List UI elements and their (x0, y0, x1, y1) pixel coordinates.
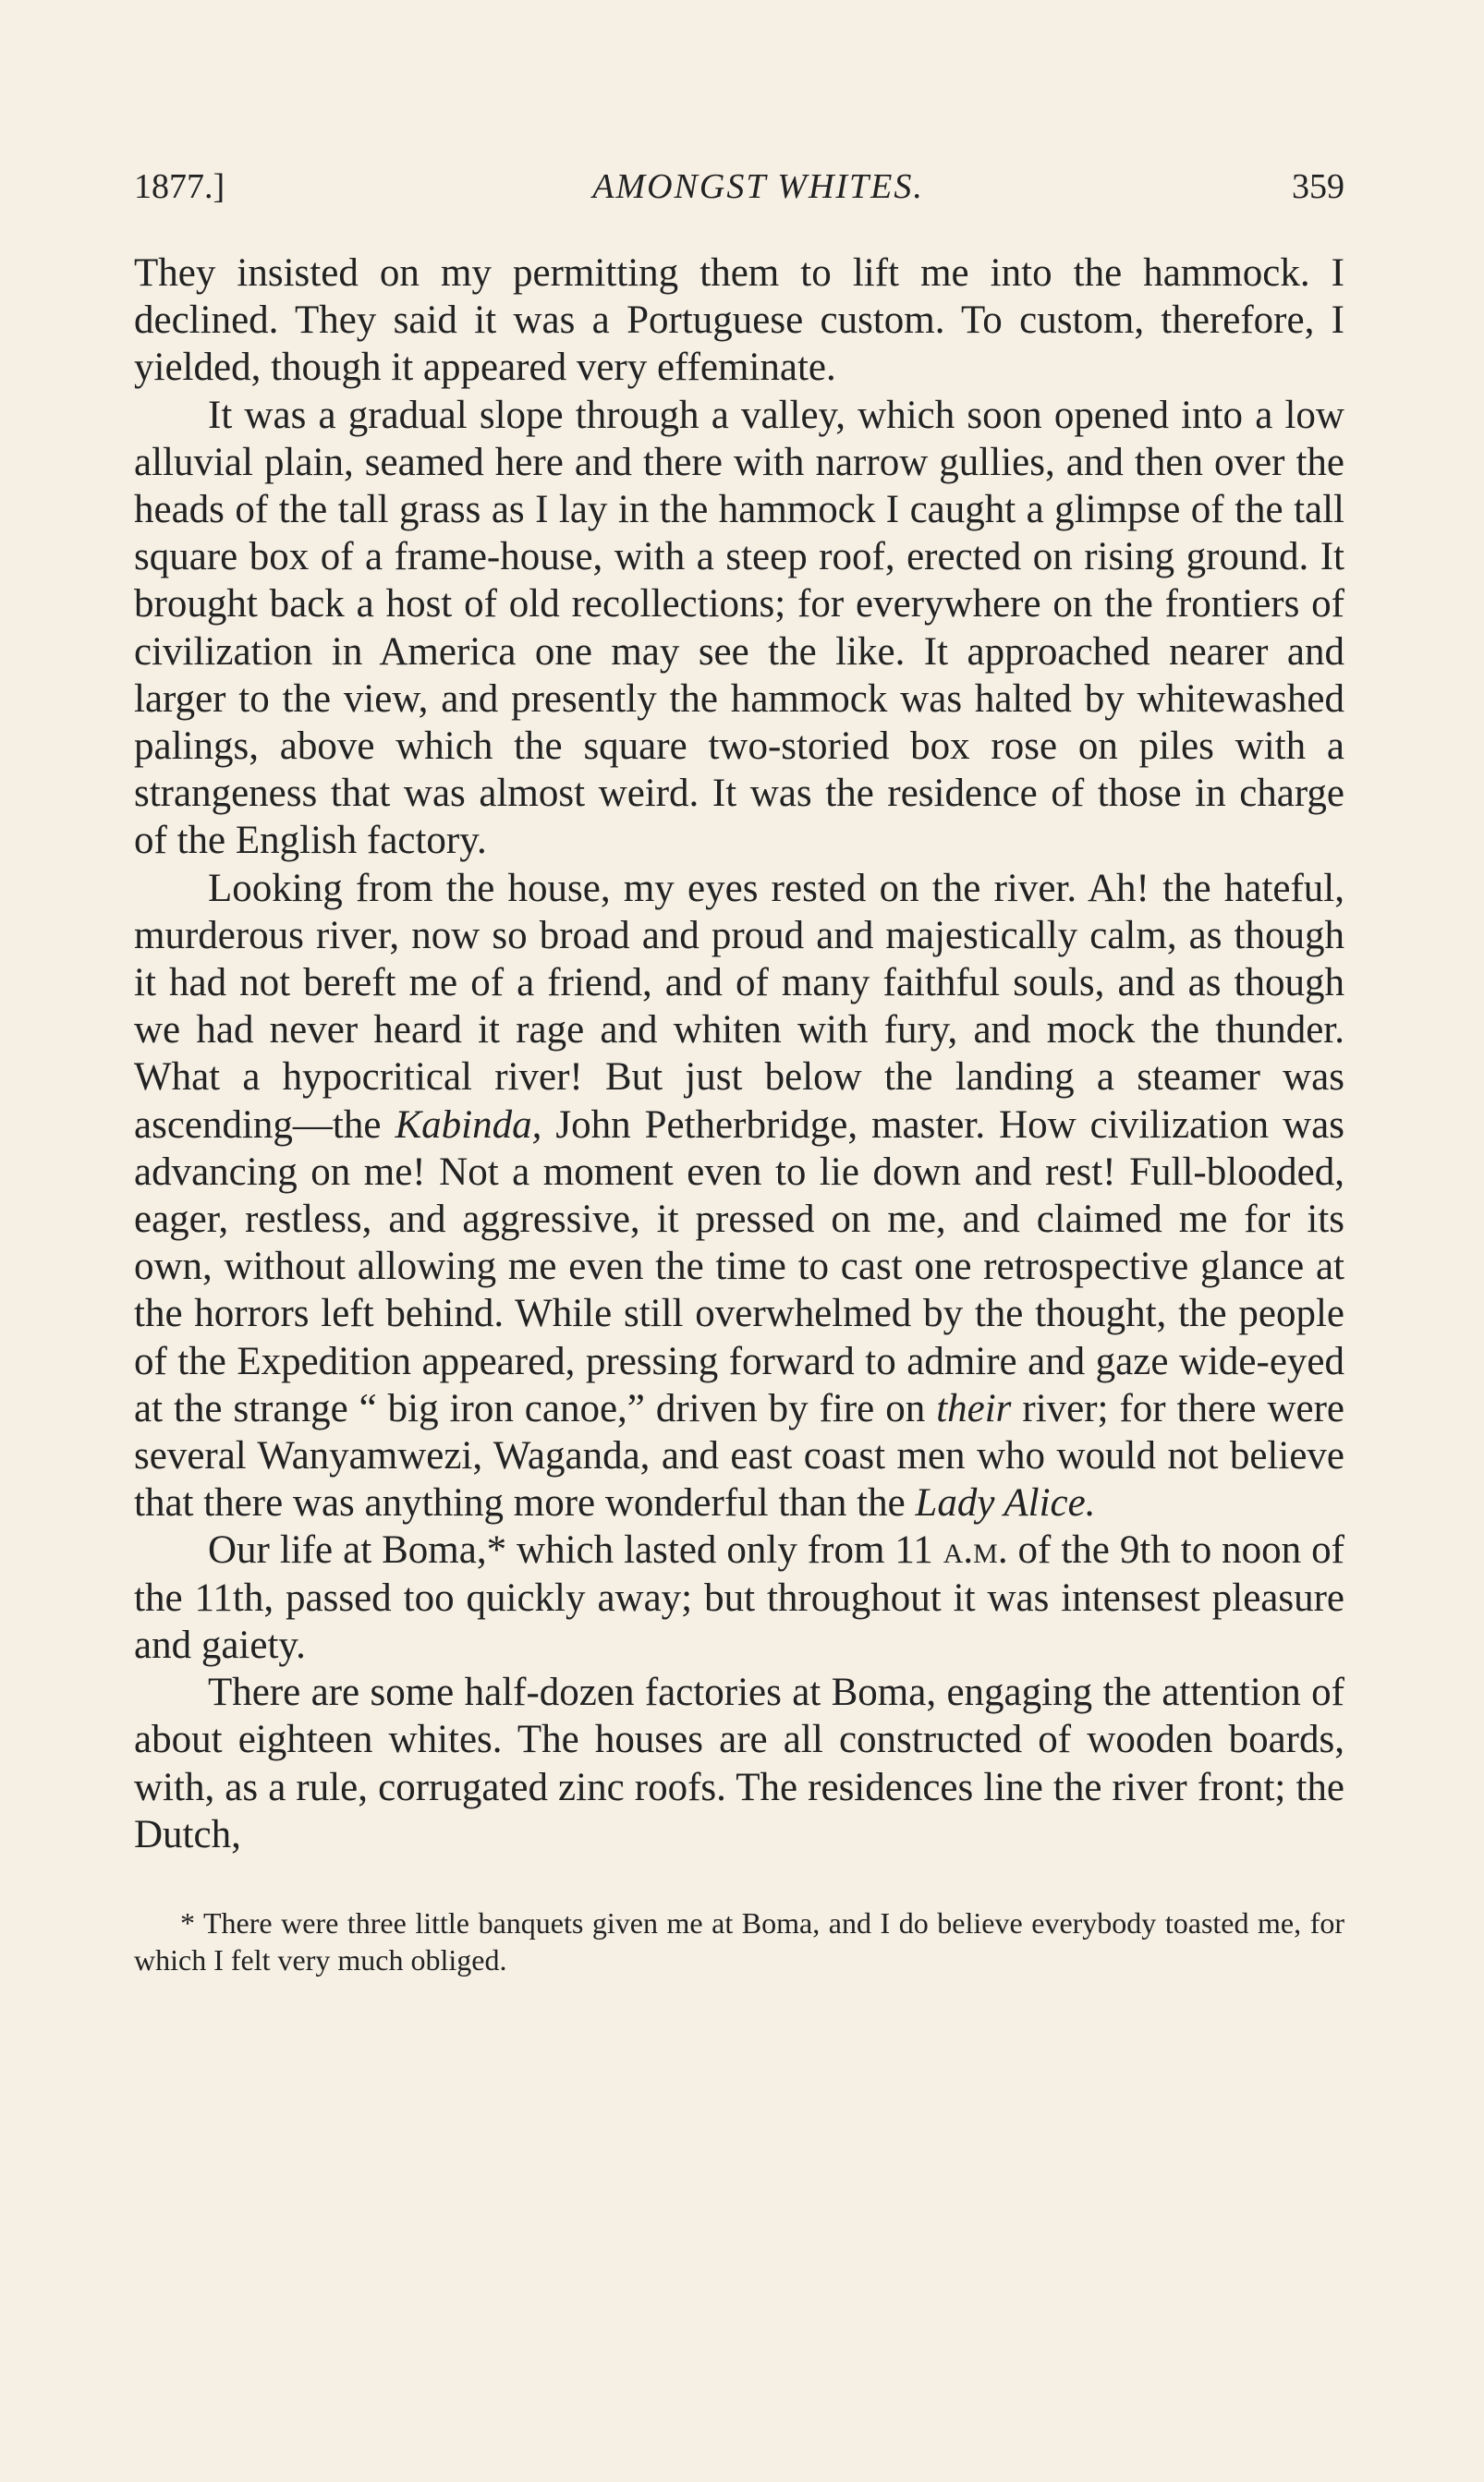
paragraph-p2 (134, 392, 1344, 865)
paragraph-p3-part-1: Kabinda, (395, 1102, 542, 1147)
paragraph-p4-part-2: of the 9th to noon of the 11th, passed too quickly away; but throughout it was intensest pleasure and gaiety. (134, 1528, 1344, 1667)
footnote (134, 1904, 1344, 1978)
body-text (134, 249, 1344, 1858)
paragraph-p3-part-0: Looking from the house, my eyes rested on the river. Ah! the hateful, murderous river, now so broad and proud and majestically calm, as though it had not bereft me of a friend, and of many faithful souls, and as though we had never heard it rage and whiten with fury, and mock the thunder. What a hypocritical river! But just below the landing a steamer was ascending—the (134, 866, 1344, 1147)
paragraph-p2-part-0: It was a gradual slope through a valley, which soon opened into a low alluvial plain, seamed here and there with narrow gullies, and then over the heads of the tall grass as I lay in the hammock I caught a glimpse of the tall square box of a frame-house, with a steep roof, erected on rising ground. It brought back a host of old recollections; for everywhere on the frontiers of civilization in America one may see the like. It approached nearer and larger to the view, and presently the hammock was halted by whitewashed palings, above which the square two-storied box rose on piles with a strangeness that was almost weird. It was the residence of those in charge of the English factory. (134, 393, 1344, 863)
paragraph-p1 (134, 249, 1344, 392)
paragraph-p5 (134, 1669, 1344, 1858)
paragraph-p3-part-3: their (936, 1386, 1012, 1430)
paragraph-p4 (134, 1527, 1344, 1669)
footnote-text: * There were three little banquets given me at Boma, and I do believe everybody toasted me, for which I felt very much obliged. (134, 1905, 1344, 1977)
header-year: 1877.] (134, 167, 225, 206)
header-title: AMONGST WHITES. (592, 167, 924, 206)
paragraph-p4-part-0: Our life at Boma,* which lasted only from 11 (208, 1528, 943, 1573)
book-page (134, 166, 1344, 1978)
paragraph-p3 (134, 865, 1344, 1527)
paragraph-p4-part-1: a.m. (943, 1528, 1008, 1573)
paragraph-p1-part-0: They insisted on my permitting them to lift me into the hammock. I declined. They said it was a Portuguese custom. To custom, therefore, I yielded, though it appeared very effeminate. (134, 251, 1344, 390)
paragraph-p3-part-2: John Petherbridge, master. How civilization was advancing on me! Not a moment even to lie down and rest! Full-blooded, eager, restless, and aggressive, it pressed on me, and claimed me for its own, without allowing me even the time to cast one retrospective glance at the horrors left behind. While still overwhelmed by the thought, the people of the Expedition appeared, pressing forward to admire and gaze wide-eyed at the strange “ big iron canoe,” driven by fire on (134, 1102, 1344, 1430)
paragraph-p3-part-5: Lady Alice. (915, 1481, 1096, 1526)
running-header (134, 166, 1344, 222)
page-number: 359 (1291, 167, 1344, 206)
paragraph-p3-part-4: river; for there were several Wanyamwezi, Waganda, and east coast men who would not believe that there was anything more wonderful than the (134, 1386, 1344, 1526)
paragraph-p5-part-0: There are some half-dozen factories at Boma, engaging the attention of about eighteen whites. The houses are all constructed of wooden boards, with, as a rule, corrugated zinc roofs. The residences line the river front; the Dutch, (134, 1671, 1344, 1856)
